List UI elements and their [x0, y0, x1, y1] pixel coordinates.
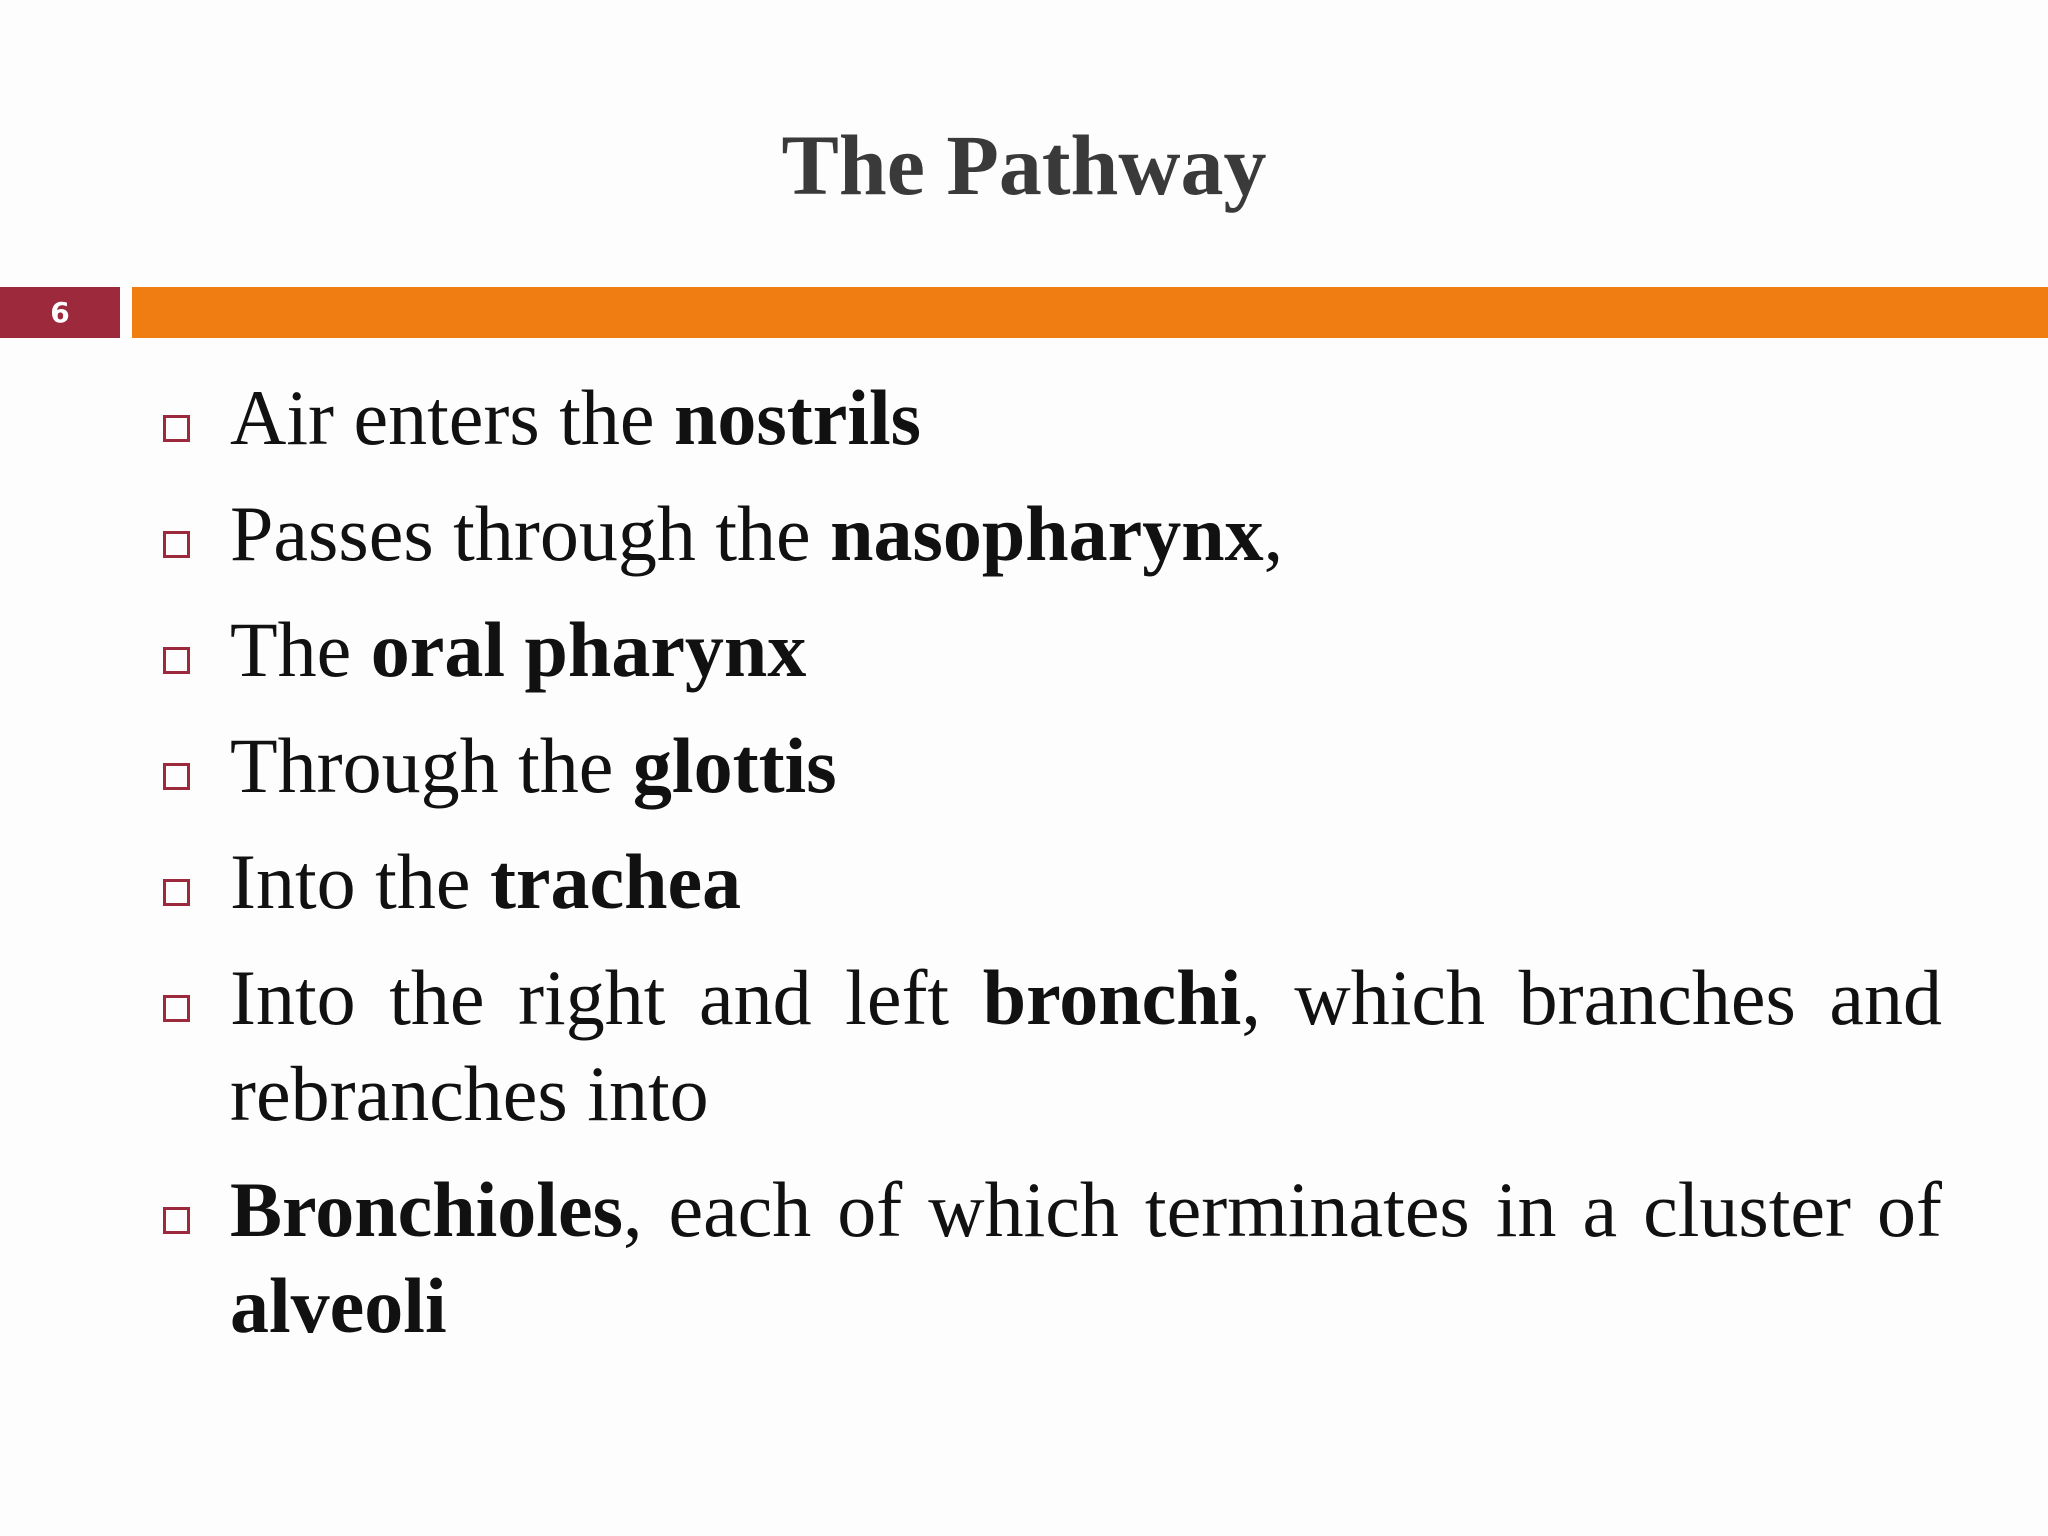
bullet-text-bold-segment: oral pharynx: [370, 606, 807, 693]
bullet-text-segment: ,: [1263, 490, 1284, 577]
accent-bar: [132, 287, 2048, 338]
bullet-item: [160, 602, 1942, 698]
bullet-text-bold-segment: bronchi: [982, 954, 1242, 1041]
bullet-item: [160, 950, 1942, 1142]
square-bullet-icon: [163, 1207, 190, 1234]
slide-number-badge: [0, 287, 120, 338]
square-bullet-icon: [163, 995, 190, 1022]
slide-title: The Pathway: [781, 117, 1267, 213]
bullet-item: [160, 1162, 1942, 1354]
bullet-text-segment: Into the right and left: [230, 954, 983, 1041]
square-bullet-icon: [163, 531, 190, 558]
bullet-text-bold-segment: glottis: [632, 722, 837, 809]
bullet-text-segment: Passes through the: [230, 490, 831, 577]
bullet-text-bold-segment: trachea: [489, 838, 742, 925]
bullet-item: [160, 370, 1942, 466]
bullet-text-segment: , each of which terminates in a cluster of: [622, 1166, 1942, 1253]
bullet-list: [160, 370, 1942, 1374]
square-bullet-icon: [163, 763, 190, 790]
bullet-text-segment: Into the: [230, 838, 490, 925]
bullet-text-bold-segment: Bronchioles: [230, 1166, 623, 1253]
bullet-text-segment: Through the: [230, 722, 633, 809]
bullet-text-bold-segment: alveoli: [230, 1262, 447, 1349]
square-bullet-icon: [163, 647, 190, 674]
bullet-text-segment: Air enters the: [230, 374, 675, 461]
bullet-text-segment: The: [230, 606, 371, 693]
bullet-item: [160, 718, 1942, 814]
bullet-text-segment: , which branches and rebranches into: [230, 954, 1942, 1137]
slide-number: 6: [50, 296, 70, 329]
bullet-item: [160, 834, 1942, 930]
square-bullet-icon: [163, 415, 190, 442]
bullet-text-bold-segment: nostrils: [674, 374, 922, 461]
square-bullet-icon: [163, 879, 190, 906]
bullet-item: [160, 486, 1942, 582]
bullet-text-bold-segment: nasopharynx: [830, 490, 1264, 577]
